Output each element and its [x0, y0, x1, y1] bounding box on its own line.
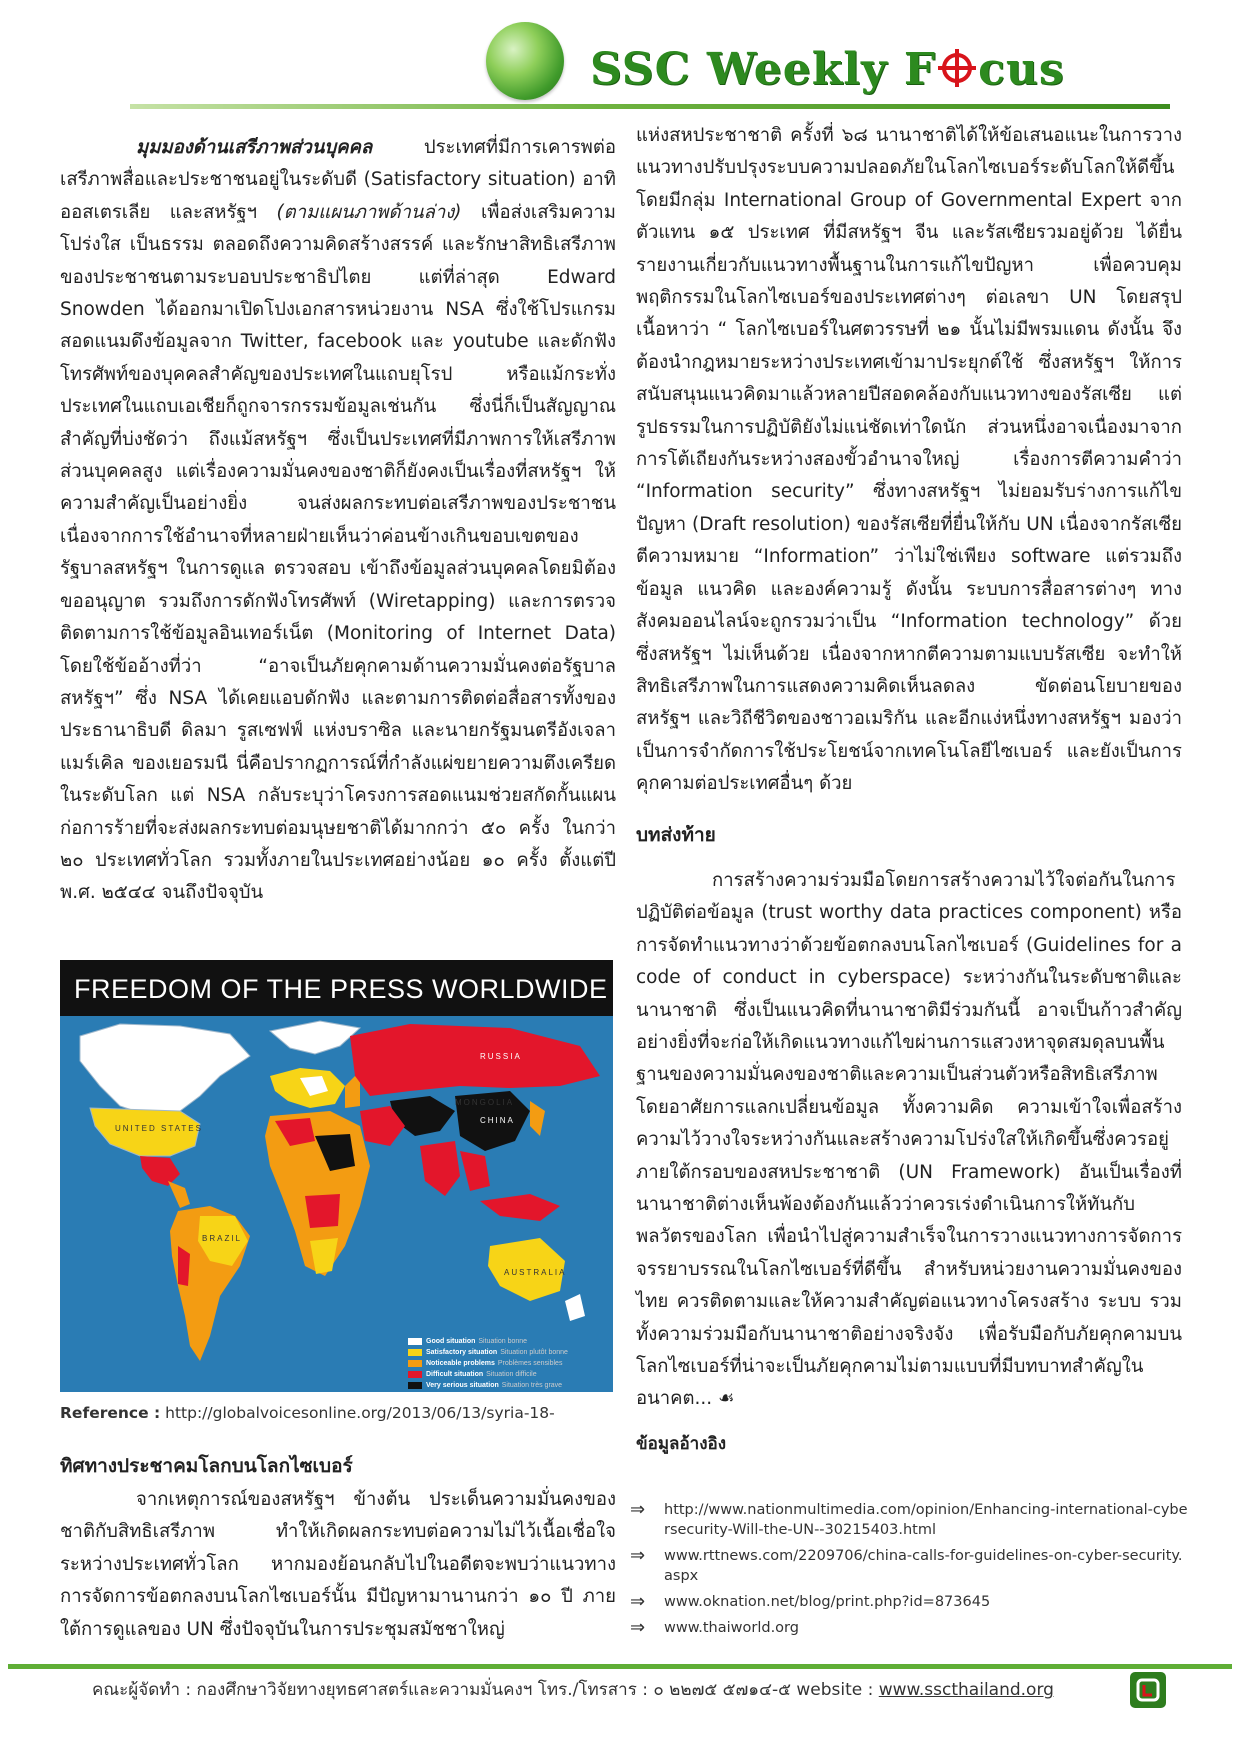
arrow-icon: ⇒ — [630, 1545, 646, 1566]
newsletter-title: SSC Weekly F cus — [590, 44, 1065, 95]
world-map — [60, 1016, 613, 1392]
map-title: FREEDOM OF THE PRESS WORLDWIDE IN 2013 — [74, 974, 714, 1004]
legend-label: Noticeable problems — [426, 1360, 495, 1367]
label-mongolia: MONGOLIA — [455, 1098, 515, 1107]
legend-label-fr: Problèmes sensibles — [497, 1360, 563, 1367]
legend-label-fr: Situation difficile — [486, 1371, 537, 1378]
legend-swatch — [408, 1382, 422, 1389]
un-paragraph: แห่งสหประชาชาติ ครั้งที่ ๖๘ นานาชาติได้ให้ข้อเสนอแนะในการวางแนวทางปรับปรุงระบบความปลอดภัยในโลกไซเบอร์ระดับโลกให้ดีขึ้น โดยมีกลุ่ม International Group of Governmental Expert จากตัวแทน ๑๕ ประเทศ ที่มีสหรัฐฯ จีน และรัสเซียรวมอยู่ด้วย ได้ยื่นรายงานเกี่ยวกับแนวทางพื้นฐานในการแก้ไขปัญหา เพื่อควบคุมพฤติกรรมในโลกไซเบอร์ของประเทศต่างๆ ต่อเลขา UN โดยสรุปเนื้อหาว่า “ โลกไซเบอร์ในศตวรรษที่ ๒๑ นั้นไม่มีพรมแดน ดังนั้น จึงต้องนำกฎหมายระหว่างประเทศเข้ามาประยุกต์ใช้ ซึ่งสหรัฐฯ ให้การสนับสนุนแนวคิดมาแล้วหลายปีสอดคล้องกับแนวทางของรัสเซีย แต่รูปธรรมในการปฏิบัติยังไม่แน่ชัดเท่าใดนัก ส่วนหนึ่งอาจเนื่องมาจากการโต้เถียงกันระหว่างสองขั้วอำนาจใหญ่ เรื่องการตีความคำว่า “Information security” ซึ่งทางสหรัฐฯ ไม่ยอมรับร่างการแก้ไขปัญหา (Draft resolution) ของรัสเซียที่ยื่นให้กับ UN เนื่องจากรัสเซียตีความหมาย “Information” ว่าไม่ใช่เพียง software แต่รวมถึงข้อมูล แนวคิด และองค์ความรู้ ดังนั้น ระบบการสื่อสารต่างๆ ทางสังคมออนไลน์จะถูกรวมว่าเป็น “Information technology” ด้วย ซึ่งสหรัฐฯ ไม่เห็นด้วย เนื่องจากหากตีความตามแบบรัสเซีย จะทำให้สิทธิเสรีภาพในการแสดงความคิดเห็นลดลง ขัดต่อนโยบายของสหรัฐฯ และวิถีชีวิตของชาวอเมริกัน และอีกแง่หนึ่งทางสหรัฐฯ มองว่าเป็นการจำกัดการใช้ประโยชน์จากเทคโนโลยีไซเบอร์ และยังเป็นการคุกคามต่อประเทศอื่นๆ ด้วย — [636, 125, 1182, 795]
label-brazil: BRAZIL — [202, 1234, 243, 1243]
intro-paragraph: มุมมองด้านเสรีภาพส่วนบุคคล ประเทศที่มีการเคารพต่อเสรีภาพสื่อและประชาชนอยู่ในระดับดี (Satisfactory situation) อาทิ ออสเตรเลีย และสหรัฐฯ (ตามแผนภาพด้านล่าง) เพื่อส่งเสริมความโปร่งใส เป็นธรรม ตลอดถึงความคิดสร้างสรรค์ และรักษาสิทธิเสรีภาพของประชาชนตามระบอบประชาธิปไตย แต่ที่ล่าสุด Edward Snowden ได้ออกมาเปิดโปงเอกสารหน่วยงาน NSA ซึ่งใช้โปรแกรมสอดแนมดึงข้อมูลจาก Twitter, facebook และ youtube และดักฟังโทรศัพท์ของบุคคลสำคัญของประเทศในแถบยุโรป หรือแม้กระทั่งประเทศในแถบเอเชียก็ถูกจารกรรมข้อมูลเช่นกัน ซึ่งนี่ก็เป็นสัญญาณสำคัญที่บ่งชัดว่า ถึงแม้สหรัฐฯ ซึ่งเป็นประเทศที่มีภาพการให้เสรีภาพส่วนบุคคลสูง แต่เรื่องความมั่นคงของชาติก็ยังคงเป็นเรื่องที่สหรัฐฯ ให้ความสำคัญเป็นอย่างยิ่ง จนส่งผลกระทบต่อเสรีภาพของประชาชน เนื่องจากการใช้อำนาจที่หลายฝ่ายเห็นว่าค่อนข้างเกินขอบเขตของรัฐบาลสหรัฐฯ ในการดูแล ตรวจสอบ เข้าถึงข้อมูลส่วนบุคคลโดยมิต้องขออนุญาต รวมถึงการดักฟังโทรศัพท์ (Wiretapping) และการตรวจติดตามการใช้ข้อมูลอินเทอร์เน็ต (Monitoring of Internet Data) โดยใช้ข้ออ้างที่ว่า “อาจเป็นภัยคุกคามด้านความมั่นคงต่อรัฐบาลสหรัฐฯ” ซึ่ง NSA ได้เคยแอบดักฟัง และตามการติดต่อสื่อสารทั้งของประธานาธิบดี ดิลมา รูสเซฟฟ์ แห่งบราซิล และนายกรัฐมนตรีอังเจลา แมร์เคิล ของเยอรมนี นี่คือปรากฏการณ์ที่กำลังแผ่ขยายความตึงเครียดในระดับโลก แต่ NSA กลับระบุว่าโครงการสอดแนมช่วยสกัดกั้นแผนก่อการร้ายที่จะส่งผลกระทบต่อมนุษยชาติได้มากกว่า ๕๐ ครั้ง ในกว่า ๒๐ ประเทศทั่วโลก รวมทั้งภายในประเทศอย่างน้อย ๑๐ ครั้ง ตั้งแต่ปี พ.ศ. ๒๕๔๔ จนถึงปัจจุบัน — [60, 137, 616, 904]
footer: คณะผู้จัดทำ : กองศึกษาวิจัยทางยุทธศาสตร์และความมั่นคงฯ โทร./โทรสาร : ๐ ๒๒๗๕ ๕๗๑๔-๕ website : www.sscthailand.org — [92, 1680, 1054, 1700]
right-column — [636, 120, 1182, 1460]
globe-logo-icon — [486, 22, 564, 100]
header-rule — [130, 104, 1170, 109]
reference-item — [630, 1592, 1190, 1612]
legend-label-fr: Situation très grave — [501, 1382, 563, 1389]
legend-label: Very serious situation — [426, 1382, 499, 1389]
reference-item — [630, 1500, 1190, 1540]
map-reference: Reference : http://globalvoicesonline.org/2013/06/13/syria-18- — [60, 1404, 555, 1422]
legend-swatch — [408, 1360, 422, 1367]
conclusion-paragraph: การสร้างความร่วมมือโดยการสร้างความไว้ใจต่อกันในการปฏิบัติต่อข้อมูล (trust worthy data practices component) หรือการจัดทำแนวทางว่าด้วยข้อตกลงบนโลกไซเบอร์ (Guidelines for a code of conduct in cyberspace) ระหว่างกันในระดับชาติและนานาชาติ ซึ่งเป็นแนวคิดที่นานาชาติมีร่วมกันนี้ อาจเป็นก้าวสำคัญอย่างยิ่งที่จะก่อให้เกิดแนวทางแก้ไขผ่านการแสวงหาจุดสมดุลบนพื้นฐานของความมั่นคงของชาติและความเป็นส่วนตัวหรือสิทธิเสรีภาพ โดยอาศัยการแลกเปลี่ยนข้อมูล ทั้งความคิด ความเข้าใจเพื่อสร้างความไว้วางใจระหว่างกันและสร้างความโปร่งใสให้เกิดขึ้นซึ่งควรอยู่ภายใต้กรอบของสหประชาชาติ (UN Framework) อันเป็นเรื่องที่นานาชาติต่างเห็นพ้องต้องกันแล้วว่าควรเร่งดำเนินการให้ทันกับพลวัตรของโลก เพื่อนำไปสู่ความสำเร็จในการวางแนวทางการจัดการจรรยาบรรณในโลกไซเบอร์ที่ดีขึ้น สำหรับหน่วยงานความมั่นคงของไทย ควรติดตามและให้ความสำคัญต่อแนวทางโครงสร้าง ระบบ รวมทั้งความร่วมมือกับนานาชาติอย่างจริงจัง เพื่อรับมือกับภัยคุกคามบนโลกไซเบอร์ที่น่าจะเป็นภัยคุกคามไม่ตามแบบที่มีบทบาทสำคัญในอนาคต... ☙ — [636, 869, 1182, 1410]
section-heading-cyber: ทิศทางประชาคมโลกบนโลกไซเบอร์ — [60, 1455, 353, 1477]
legend-swatch — [408, 1338, 422, 1345]
legend-item — [408, 1358, 568, 1369]
intro-heading: มุมมองด้านเสรีภาพส่วนบุคคล — [136, 137, 373, 158]
label-australia: AUSTRALIA — [504, 1268, 567, 1277]
reference-link[interactable]: www.rttnews.com/2209706/china-calls-for-guidelines-on-cyber-security.aspx — [664, 1548, 1183, 1584]
reference-item — [630, 1546, 1190, 1586]
reference-link[interactable]: http://www.nationmultimedia.com/opinion/Enhancing-international-cybersecurity-Will-the-UN--30215403.html — [664, 1502, 1188, 1538]
legend-label: Difficult situation — [426, 1371, 484, 1378]
label-canada: CANADA — [120, 1056, 166, 1065]
label-russia: RUSSIA — [480, 1052, 522, 1061]
map-legend — [408, 1336, 568, 1391]
legend-item — [408, 1369, 568, 1380]
legend-label: Good situation — [426, 1338, 476, 1345]
arrow-icon: ⇒ — [630, 1617, 646, 1638]
website-link[interactable]: www.sscthailand.org — [878, 1680, 1054, 1700]
cyber-paragraph: จากเหตุการณ์ของสหรัฐฯ ข้างต้น ประเด็นความมั่นคงของชาติกับสิทธิเสรีภาพ ทำให้เกิดผลกระทบต่อความไม่ไว้เนื้อเชื่อใจระหว่างประเทศทั่วโลก หากมองย้อนกลับไปในอดีตจะพบว่าแนวทางการจัดการข้อตกลงบนโลกไซเบอร์นั้น มีปัญหามานานกว่า ๑๐ ปี ภายใต้การดูแลของ UN ซึ่งปัจจุบันในการประชุมสมัชชาใหญ่ — [60, 1489, 616, 1640]
arrow-icon: ⇒ — [630, 1499, 646, 1520]
legend-item — [408, 1380, 568, 1391]
reference-link[interactable]: www.oknation.net/blog/print.php?id=873645 — [664, 1594, 991, 1610]
legend-swatch — [408, 1349, 422, 1356]
references-heading: ข้อมูลอ้างอิง — [636, 1433, 727, 1454]
legend-swatch — [408, 1371, 422, 1378]
label-usa: UNITED STATES — [115, 1124, 203, 1133]
cyber-section — [60, 1484, 616, 1646]
reference-list — [630, 1500, 1190, 1644]
legend-item — [408, 1347, 568, 1358]
press-freedom-map — [60, 960, 714, 1392]
legend-item — [408, 1336, 568, 1347]
legend-label-fr: Situation bonne — [478, 1338, 528, 1345]
arrow-icon: ⇒ — [630, 1591, 646, 1612]
section-heading-conclusion: บทส่งท้าย — [636, 823, 716, 846]
footer-rule — [8, 1664, 1232, 1669]
legend-label: Satisfactory situation — [426, 1349, 498, 1356]
legend-label-fr: Situation plutôt bonne — [500, 1349, 568, 1356]
reference-link[interactable]: www.thaiworld.org — [664, 1620, 799, 1636]
left-column — [60, 132, 616, 910]
header — [0, 0, 1240, 110]
ssc-logo-icon — [1130, 1672, 1166, 1708]
reference-item — [630, 1618, 1190, 1638]
crosshair-icon — [937, 48, 977, 88]
label-china: CHINA — [480, 1116, 515, 1125]
